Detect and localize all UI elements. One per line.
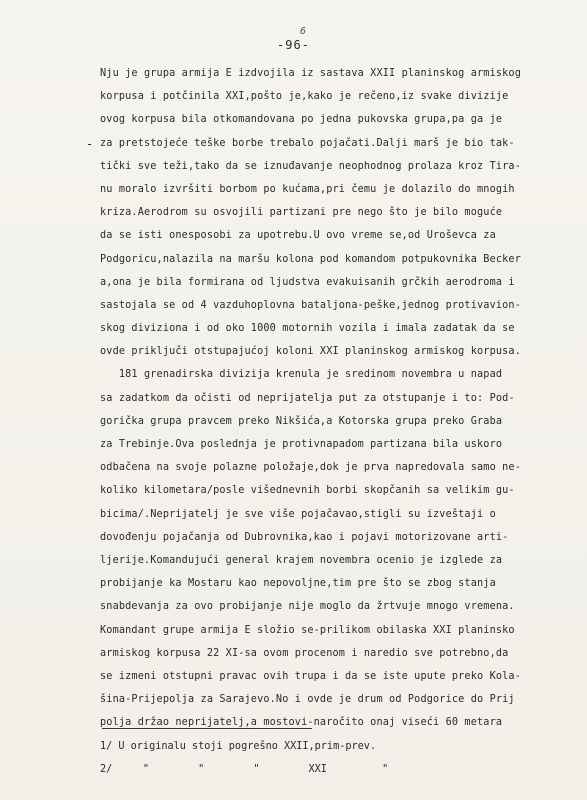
- text-line: snabdevanja za ovo probijanje nije moglo da žrtvuje mnogo vremena.: [100, 601, 515, 613]
- text-line: za pretstojeće teške borbe trebalo pojačati.Dalji marš je bio tak-: [100, 137, 515, 149]
- text-line: a,ona je bila formirana od ljudstva evakuisanih grčkih aerodroma i: [100, 276, 515, 288]
- text-line: kriza.Aerodrom su osvojili partizani pre nego što je bilo moguće: [100, 207, 503, 219]
- text-line: bicima/.Neprijatelj je sve više pojačavao,stigli su izveštaji o: [100, 508, 496, 520]
- text-line: 181 grenadirska divizija krenula je sredinom novembra u napad: [100, 369, 503, 381]
- text-line: sa zadatkom da očisti od neprijatelja put za otstupanje i to: Pod-: [100, 392, 515, 404]
- body-text: [100, 62, 584, 734]
- text-line: sastojala se od 4 vazduhoplovna bataljona-peške,jednog protivavion-: [100, 299, 521, 311]
- text-line: armiskog korpusa 22 XI-sa ovom procenom i naredio sve potrebno,da: [100, 647, 509, 659]
- text-line: probijanje ka Mostaru kao nepovoljne,tim pre što se zbog stanja: [100, 578, 496, 590]
- text-line: Nju je grupa armija E izdvojila iz sastava XXII planinskog armiskog: [100, 68, 521, 79]
- text-line: dovođenju pojačanja od Dubrovnika,kao i pojavi motorizovane arti-: [100, 531, 509, 543]
- margin-mark: -: [86, 137, 94, 151]
- text-line: ovog korpusa bila otkomandovana po jedna pukovska grupa,pa ga je: [100, 114, 503, 126]
- footnotes: [100, 735, 580, 781]
- text-line: polja držao neprijatelj,a mostovi-naročito onaj viseći 60 metara: [100, 717, 503, 729]
- text-line: skog divizionа i od oko 1000 motornih vozila i imala zadatak da se: [100, 323, 515, 335]
- text-line: šina-Prijepolja za Sarajevo.No i ovde je drum od Podgorice do Prij: [100, 694, 515, 706]
- text-line: gorička grupa pravcem preko Nikšića,a Kotorska grupa preko Graba: [100, 415, 503, 427]
- text-line: ovde priključi otstupajućoj koloni XXI planinskog armiskog korpusa.: [100, 346, 521, 358]
- text-line: za Trebinje.Ova poslednja je protivnapadom partizana bila uskoro: [100, 439, 503, 450]
- text-line: nu moralo izvršiti borbom po kućama,pri čemu je dolazilo do mnogih: [100, 183, 515, 195]
- page-number: -96-: [277, 38, 310, 52]
- text-line: da se isti onesposobi za upotrebu.U ovo vreme se,od Uroševca za: [100, 230, 496, 242]
- text-line: se izmeni otstupni pravac ovih trupa i da se iste upute preko Kola-: [100, 670, 521, 682]
- handwritten-page-mark: 6: [300, 26, 307, 37]
- footnote: 2/ " " " XXI ": [100, 764, 389, 775]
- footnote-separator: [102, 728, 312, 729]
- text-line: korpusa i potčinila XXI,pošto je,kako je rečeno,iz svake divizije: [100, 91, 509, 103]
- text-line: koliko kilometara/posle višednevnih borbi skopčanih sa velikim gu-: [100, 485, 515, 497]
- text-line: tički sve teži,tako da se iznuđavanje neophodnog prolaza kroz Tira-: [100, 160, 521, 172]
- text-line: ljerije.Komandujući general krajem novembra ocenio je izglede za: [100, 554, 503, 566]
- text-line: Komandant grupe armija E složio se-prilikom obilaska XXI planinsko: [100, 624, 515, 636]
- text-line: Podgoricu,nalazila na maršu kolona pod komandom potpukovnika Becker: [100, 253, 521, 265]
- footnote: 1/ U originalu stoji pogrešno XXII,prim-prev.: [100, 741, 377, 752]
- text-line: odbačena na svoje polazne položaje,dok je prva napredovala samo ne-: [100, 462, 521, 474]
